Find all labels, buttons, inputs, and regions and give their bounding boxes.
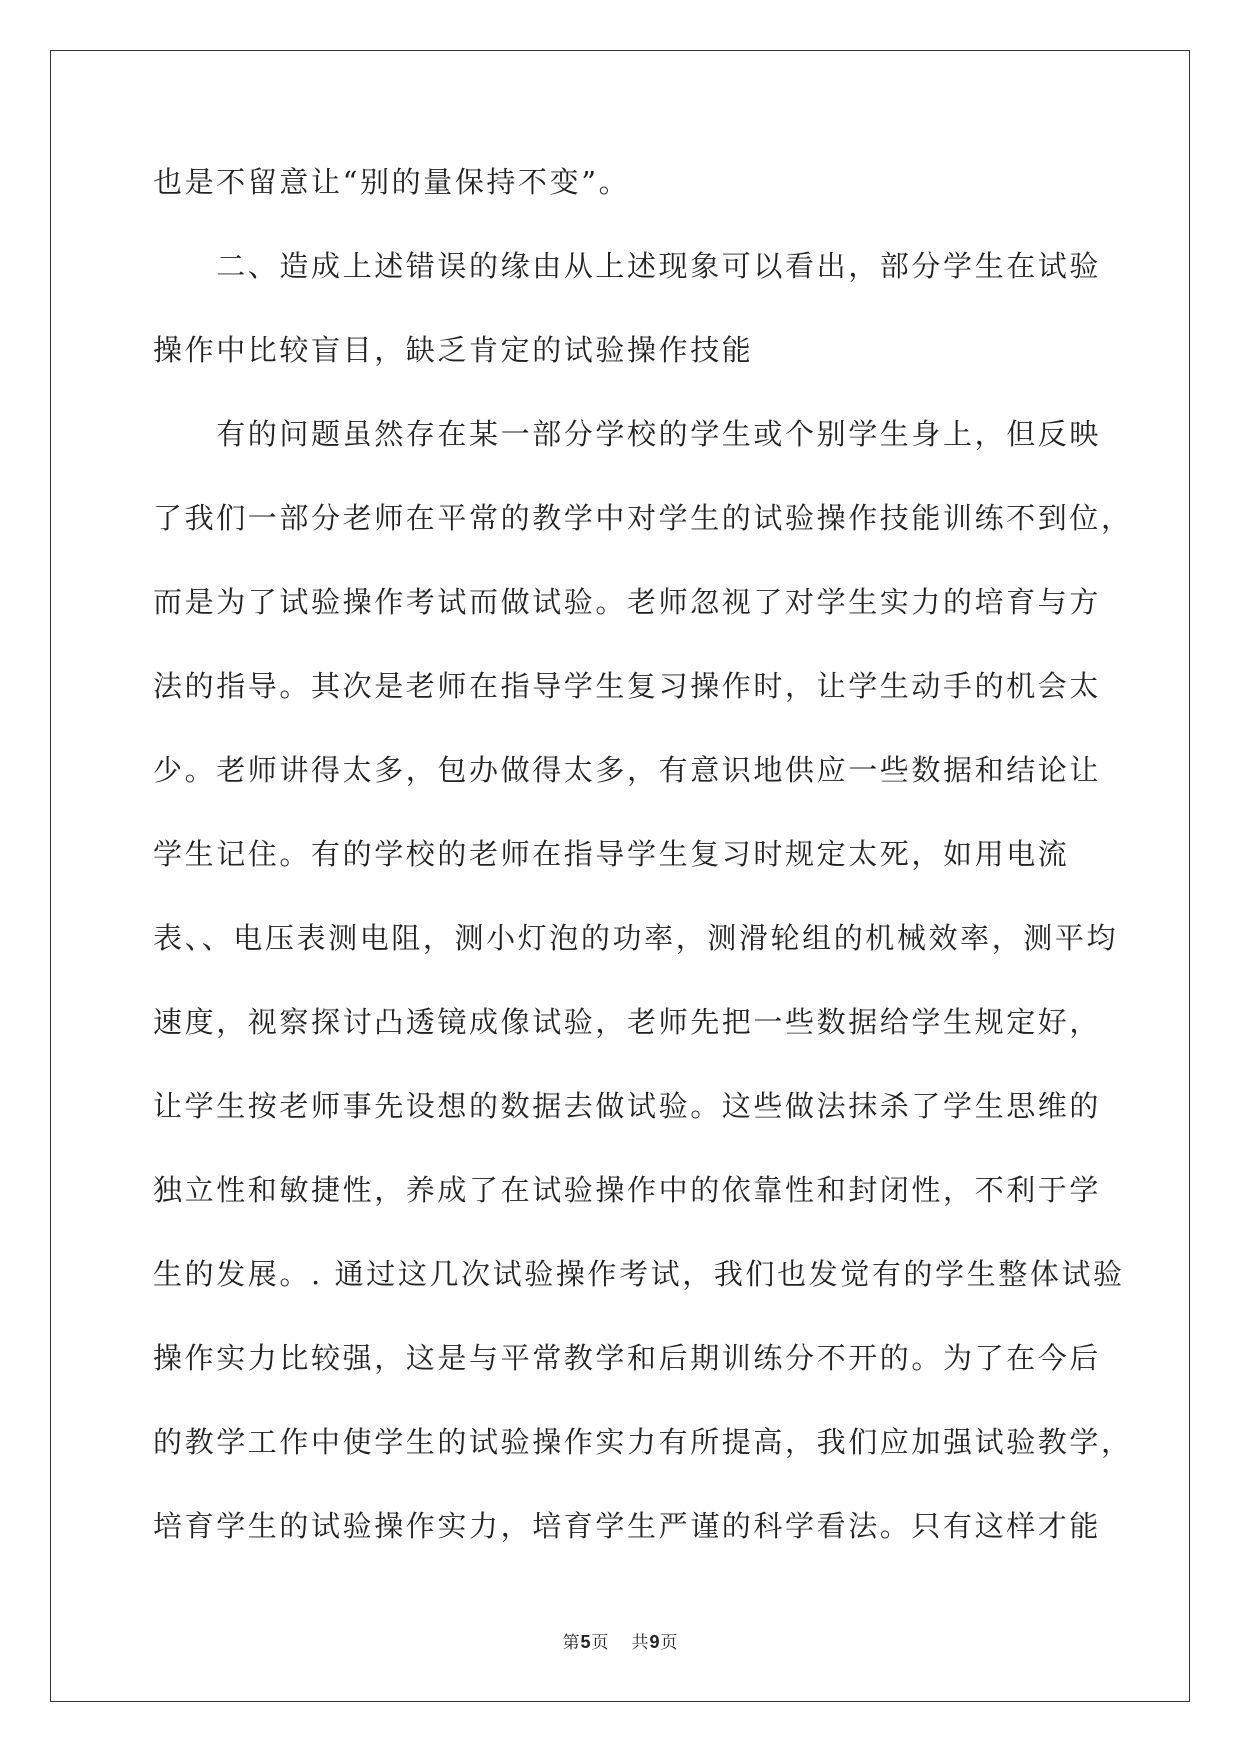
total-suffix: 页 [660,1633,679,1653]
text-line: 学生记住。有的学校的老师在指导学生复习时规定太死，如用电流 [153,837,1070,871]
text-line: 让学生按老师事先设想的数据去做试验。这些做法抹杀了学生思维的 [153,1089,1102,1123]
text-line: 表、、电压表测电阻，测小灯泡的功率，测滑轮组的机械效率，测平均 [153,921,1119,955]
text-line: 也是不留意让“别的量保持不变”。 [153,165,631,199]
text-line: 操作实力比较强，这是与平常教学和后期训练分不开的。为了在今后 [153,1341,1102,1375]
text-line: 独立性和敏捷性，养成了在试验操作中的依靠性和封闭性，不利于学 [153,1173,1102,1207]
text-line: 二、造成上述错误的缘由从上述现象可以看出，部分学生在试验 [153,249,1102,283]
text-line: 少。老师讲得太多，包办做得太多，有意识地供应一些数据和结论让 [153,753,1102,787]
text-line: 培育学生的试验操作实力，培育学生严谨的科学看法。只有这样才能 [153,1509,1102,1543]
text-line: 而是为了试验操作考试而做试验。老师忽视了对学生实力的培育与方 [153,585,1102,619]
text-line: 生的发展。. 通过这几次试验操作考试，我们也发觉有的学生整体试验 [153,1257,1125,1291]
page-current-number: 5 [580,1632,592,1652]
document-body [153,160,1133,1588]
text-line: 的教学工作中使学生的试验操作实力有所提高，我们应加强试验教学， [153,1425,1133,1459]
text-line: 速度，视察探讨凸透镜成像试验，老师先把一些数据给学生规定好， [153,1005,1102,1039]
total-prefix: 共 [631,1633,650,1653]
page-prefix: 第 [562,1633,581,1653]
text-line: 了我们一部分老师在平常的教学中对学生的试验操作技能训练不到位， [153,501,1133,535]
page-suffix: 页 [591,1633,610,1653]
text-line: 有的问题虽然存在某一部分学校的学生或个别学生身上，但反映 [153,417,1102,451]
page-total-number: 9 [649,1632,661,1652]
page-footer [0,1628,1241,1653]
text-line: 操作中比较盲目，缺乏肯定的试验操作技能 [153,333,754,367]
text-line: 法的指导。其次是老师在指导学生复习操作时，让学生动手的机会太 [153,669,1102,703]
